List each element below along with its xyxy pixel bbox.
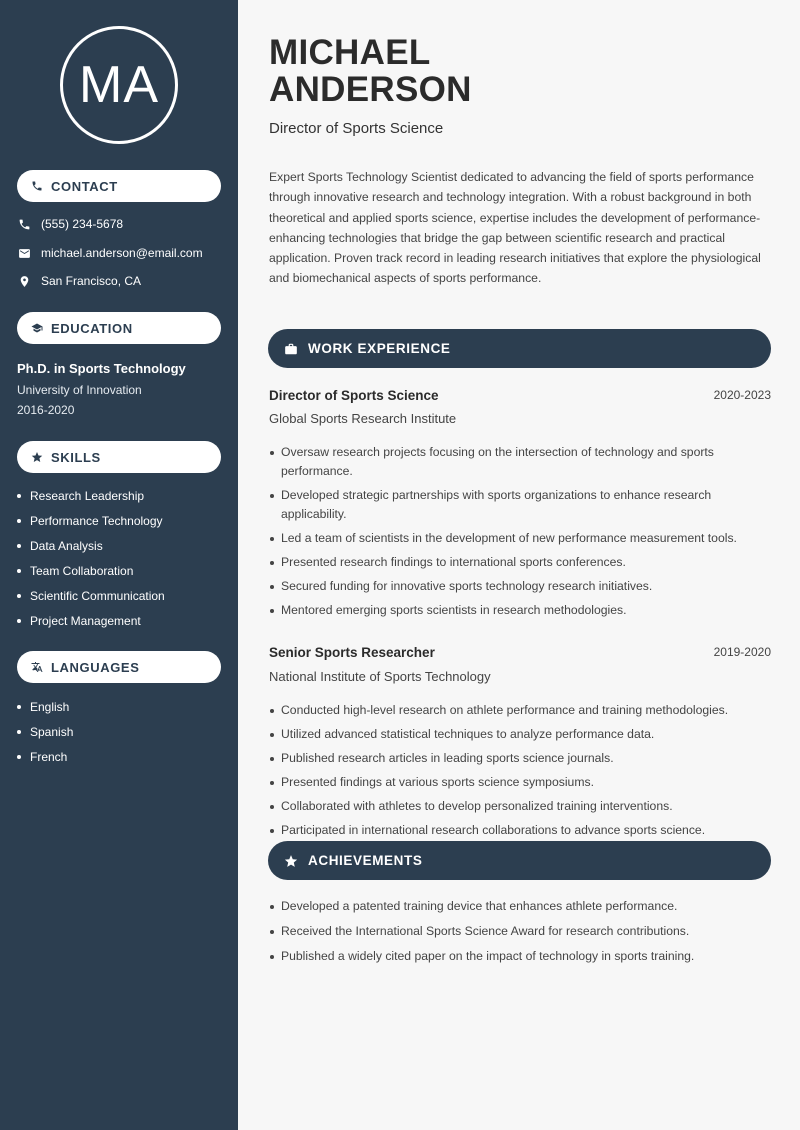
work-experience-heading bbox=[268, 329, 771, 368]
achievement-item: Developed a patented training device that enhances athlete performance. bbox=[269, 897, 769, 916]
job-bullet: Published research articles in leading sports science journals. bbox=[269, 749, 769, 768]
contact-phone-text: (555) 234-5678 bbox=[41, 217, 124, 231]
language-item: French bbox=[17, 744, 73, 769]
skills-list bbox=[17, 483, 165, 633]
job-1-bullets bbox=[269, 443, 769, 620]
languages-list bbox=[17, 694, 73, 769]
monogram-avatar: MA bbox=[60, 26, 178, 144]
envelope-icon bbox=[17, 246, 31, 260]
person-name bbox=[269, 34, 472, 108]
briefcase-icon bbox=[284, 342, 298, 356]
name-line-first: MICHAEL bbox=[269, 33, 431, 72]
education-heading-label: EDUCATION bbox=[51, 320, 133, 336]
job-2-organization: National Institute of Sports Technology bbox=[269, 669, 491, 684]
contact-email[interactable] bbox=[17, 246, 203, 260]
name-line-last: ANDERSON bbox=[269, 70, 472, 109]
achievement-item: Received the International Sports Science Award for research contributions. bbox=[269, 922, 769, 941]
job-bullet: Presented research findings to international sports conferences. bbox=[269, 553, 769, 572]
job-bullet: Developed strategic partnerships with sports organizations to enhance research applicability. bbox=[269, 486, 769, 524]
skill-item: Performance Technology bbox=[17, 508, 165, 533]
language-item: Spanish bbox=[17, 719, 73, 744]
job-1-title: Director of Sports Science bbox=[269, 388, 439, 403]
language-item: English bbox=[17, 694, 73, 719]
education-degree: Ph.D. in Sports Technology bbox=[17, 361, 186, 376]
skill-item: Research Leadership bbox=[17, 483, 165, 508]
skill-item: Team Collaboration bbox=[17, 558, 165, 583]
skill-item: Data Analysis bbox=[17, 533, 165, 558]
education-heading bbox=[17, 312, 221, 344]
work-experience-heading-label: WORK EXPERIENCE bbox=[308, 341, 451, 356]
achievements-heading-label: ACHIEVEMENTS bbox=[308, 853, 423, 868]
contact-location-text: San Francisco, CA bbox=[41, 274, 142, 288]
achievement-item: Published a widely cited paper on the impact of technology in sports training. bbox=[269, 947, 769, 966]
star-icon bbox=[284, 854, 298, 868]
achievements-list bbox=[269, 897, 769, 966]
contact-location bbox=[17, 274, 141, 288]
job-2-bullets bbox=[269, 701, 769, 840]
phone-icon bbox=[31, 180, 43, 192]
job-2-title: Senior Sports Researcher bbox=[269, 645, 435, 660]
education-years: 2016-2020 bbox=[17, 403, 75, 417]
job-1-dates: 2020-2023 bbox=[713, 388, 771, 402]
pin-icon bbox=[17, 274, 31, 288]
languages-heading bbox=[17, 651, 221, 683]
job-bullet: Conducted high-level research on athlete performance and training methodologies. bbox=[269, 701, 769, 720]
contact-heading bbox=[17, 170, 221, 202]
job-bullet: Oversaw research projects focusing on the intersection of technology and sports performance. bbox=[269, 443, 769, 481]
contact-phone[interactable] bbox=[17, 217, 123, 231]
skills-heading bbox=[17, 441, 221, 473]
graduation-cap-icon bbox=[31, 322, 43, 334]
phone-icon bbox=[17, 217, 31, 231]
job-bullet: Led a team of scientists in the development of new performance measurement tools. bbox=[269, 529, 769, 548]
contact-heading-label: CONTACT bbox=[51, 178, 118, 194]
job-2-dates: 2019-2020 bbox=[713, 645, 771, 659]
job-bullet: Mentored emerging sports scientists in research methodologies. bbox=[269, 601, 769, 620]
job-bullet: Secured funding for innovative sports technology research initiatives. bbox=[269, 577, 769, 596]
skill-item: Scientific Communication bbox=[17, 583, 165, 608]
job-bullet: Participated in international research collaborations to advance sports science. bbox=[269, 821, 769, 840]
job-title-header: Director of Sports Science bbox=[269, 120, 444, 137]
skills-heading-label: SKILLS bbox=[51, 449, 101, 465]
job-1-organization: Global Sports Research Institute bbox=[269, 411, 457, 426]
star-icon bbox=[31, 451, 43, 463]
education-school: University of Innovation bbox=[17, 383, 142, 397]
main-content bbox=[238, 0, 800, 1130]
achievements-heading bbox=[268, 841, 771, 880]
translate-icon bbox=[31, 661, 43, 673]
job-bullet: Collaborated with athletes to develop personalized training interventions. bbox=[269, 797, 769, 816]
sidebar bbox=[0, 0, 238, 1130]
job-bullet: Presented findings at various sports science symposiums. bbox=[269, 773, 769, 792]
languages-heading-label: LANGUAGES bbox=[51, 659, 140, 675]
job-bullet: Utilized advanced statistical techniques to analyze performance data. bbox=[269, 725, 769, 744]
contact-email-text: michael.anderson@email.com bbox=[41, 246, 203, 260]
profile-summary: Expert Sports Technology Scientist dedicated to advancing the field of sports performance through innovative research and technology integration. With a robust background in both theoretical and applied sports science, expertise includes the development of performance-enhancing technologies that bridge the gap between scientific research and practical application. Proven track record in leading research initiatives that explore the physiological and biomechanical aspects of sports performance. bbox=[269, 170, 761, 286]
skill-item: Project Management bbox=[17, 608, 165, 633]
